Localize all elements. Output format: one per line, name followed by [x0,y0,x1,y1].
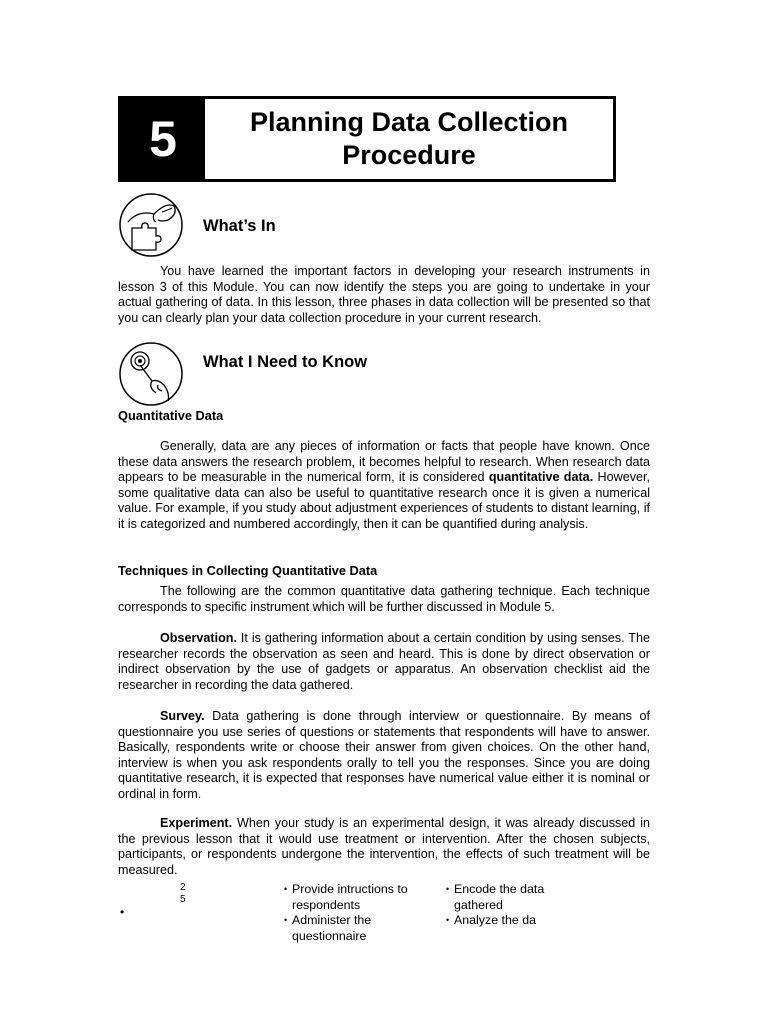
lesson-title-line-1: Planning Data Collection [249,107,569,137]
whats-in-title: What’s In [203,217,276,235]
bullet-icon: • [284,884,288,894]
procedure-list-col-2 [446,882,566,929]
experiment-paragraph [118,816,650,878]
qd-bold-term: quantitative data. [488,470,594,485]
list-item [446,882,566,913]
list-item-text: Analyze the da [454,913,536,927]
lesson-header [118,96,616,182]
experiment-text: When your study is an experimental design, it was already discussed in the previous lesson that it would use treatment or intervention. After the chosen subjects, participants, or respondents undergone the intervention, the effects of such treatment will be measured. [118,816,650,877]
pointing-hand-icon [118,341,184,407]
survey-term: Survey. [160,709,205,723]
qd-text-1: Generally, data are any pieces of information or facts that people have known. Once these data answers the research problem, it becomes helpful to research. When research data appears to be measurable in the numerical form, it is considered [118,439,650,485]
observation-text: It is gathering information about a certain condition by using senses. The researcher records the observation as seen and heard. This is done by direct observation or indirect observation by the use of gadgets or apparatus. An observation checklist aid the researcher in recording the data gathered. [118,631,650,692]
list-item-text: Provide intructions to respondents [292,882,408,912]
list-item-text: Administer the questionnaire [292,913,372,943]
lesson-title [250,106,568,172]
observation-term: Observation. [160,631,237,645]
page-digit-2: 5 [180,894,186,905]
observation-paragraph [118,631,650,693]
techniques-heading: Techniques in Collecting Quantitative Data [118,563,378,578]
list-item [284,882,434,913]
bullet-icon: • [284,915,288,925]
bullet-icon: • [446,915,450,925]
survey-text: Data gathering is done through interview or questionnaire. By means of questionnaire you use series of questions or statements that respondents will have to answer. Basically, respondents write or choose their answer from given choices. On the other hand, interview is when you ask respondents orally to tell you the responses. Since you are doing quantitative research, it is expected that responses have numerical value either it is nominal or ordinal in form. [118,709,650,801]
list-item-text: Encode the data gathered [454,882,545,912]
page-digit-1: 2 [180,882,186,893]
lesson-number: 5 [121,99,205,179]
lesson-title-line-2: Procedure [342,140,476,170]
survey-paragraph [118,709,650,803]
puzzle-hand-icon [118,192,184,258]
lesson-title-box [205,99,613,179]
bullet-icon: • [446,884,450,894]
whats-in-paragraph: You have learned the important factors in developing your research instruments in lesson 3 of this Module. You can now identify the steps you are going to undertake in your actual gathering of data. In this lesson, three phases in data collection will be presented so that you can clearly plan your data collection procedure in your current research. [118,264,650,325]
what-i-need-to-know-title: What I Need to Know [203,353,368,371]
list-item [284,913,434,944]
page-number [180,882,186,906]
techniques-intro: The following are the common quantitative data gathering technique. Each technique corresponds to specific instrument which will be further discussed in Module 5. [118,584,650,614]
list-item [446,913,566,929]
stray-bullet: • [120,905,125,919]
experiment-term: Experiment. [160,816,233,830]
quantitative-data-heading: Quantitative Data [118,408,224,423]
quantitative-data-paragraph [118,439,650,533]
procedure-list-col-1 [284,882,434,944]
qd-text-2: However, some qualitative data can also be useful to quantitative research once it is given a numerical value. For example, if you study about adjustment experiences of students to distant learning, if it is categorized and numbered accordingly, then it can be quantified during analysis. [118,470,651,531]
